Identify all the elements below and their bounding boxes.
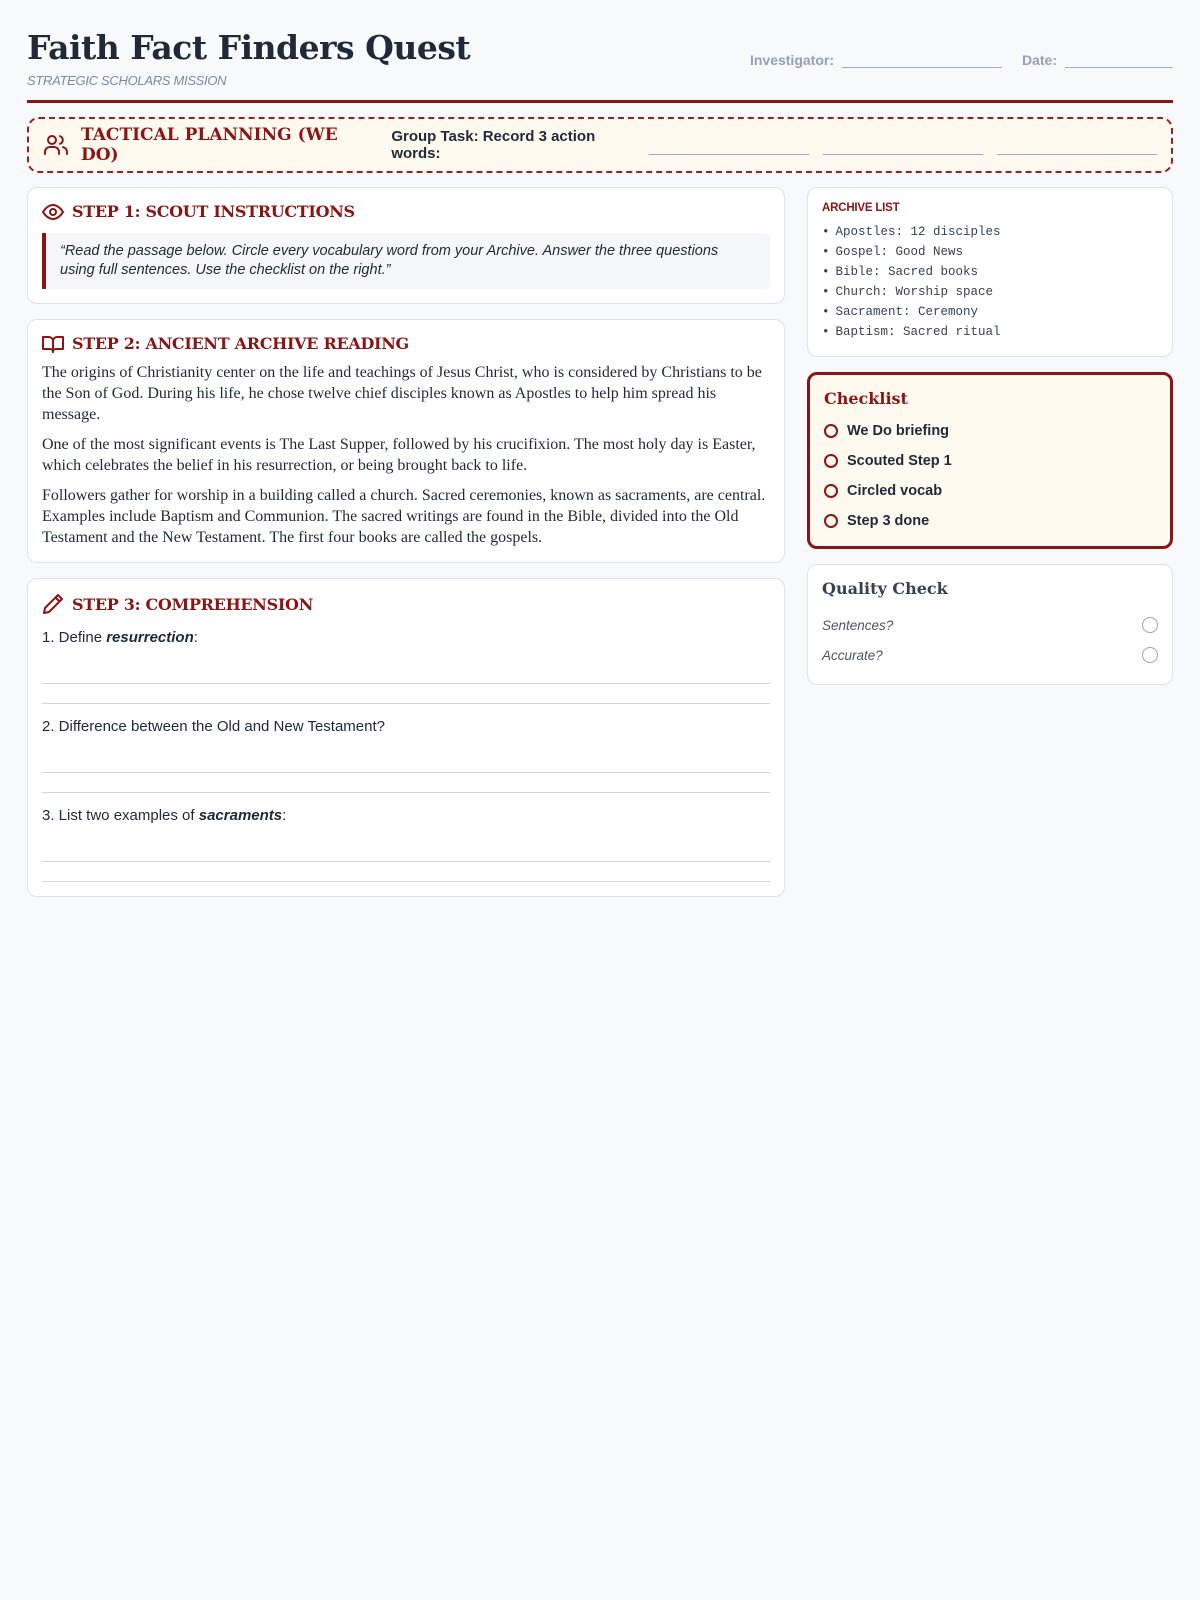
reading-paragraph: Followers gather for worship in a building called a church. Sacred ceremonies, known as sacraments, are central. Examples include Baptism and Communion. The sacred writings are found in the Bible, divided into the Old Testament and the New Testament. The first four books are called the gospels. bbox=[42, 487, 766, 546]
step3-card bbox=[27, 578, 785, 897]
question-3-prefix: 3. List two examples of bbox=[42, 807, 199, 824]
users-icon bbox=[43, 133, 69, 157]
archive-item: • Gospel: Good News bbox=[822, 242, 1158, 262]
quality-title: Quality Check bbox=[822, 579, 948, 598]
answer-line[interactable] bbox=[42, 862, 770, 882]
checklist-item bbox=[824, 506, 1156, 536]
checklist-checkbox[interactable] bbox=[824, 514, 838, 528]
step3-heading bbox=[42, 593, 770, 615]
archive-item: • Church: Worship space bbox=[822, 282, 1158, 302]
answer-line[interactable] bbox=[42, 664, 770, 684]
checklist-label: Circled vocab bbox=[847, 483, 943, 499]
checklist-checkbox[interactable] bbox=[824, 454, 838, 468]
checklist-item bbox=[824, 476, 1156, 506]
quality-label: Accurate? bbox=[822, 647, 883, 663]
step2-heading bbox=[42, 334, 770, 353]
answer-line[interactable] bbox=[42, 753, 770, 773]
archive-list-card bbox=[807, 187, 1173, 357]
quality-check-card bbox=[807, 564, 1173, 685]
step1-title: STEP 1: SCOUT INSTRUCTIONS bbox=[72, 202, 355, 221]
investigator-field[interactable] bbox=[750, 52, 1002, 68]
answer-line[interactable] bbox=[42, 684, 770, 704]
question-1-text bbox=[42, 629, 770, 646]
archive-item: • Apostles: 12 disciples bbox=[822, 222, 1158, 242]
step1-heading bbox=[42, 202, 770, 221]
checklist-item bbox=[824, 446, 1156, 476]
archive-item: • Baptism: Sacred ritual bbox=[822, 322, 1158, 342]
step2-card bbox=[27, 319, 785, 563]
question-2 bbox=[42, 718, 770, 793]
step2-title: STEP 2: ANCIENT ARCHIVE READING bbox=[72, 334, 409, 353]
question-3-term: sacraments bbox=[198, 807, 283, 824]
checklist-title: Checklist bbox=[824, 389, 908, 408]
action-word-line[interactable] bbox=[823, 136, 983, 155]
quality-label: Sentences? bbox=[822, 617, 894, 633]
investigator-line[interactable] bbox=[842, 53, 1002, 68]
checklist-label: Scouted Step 1 bbox=[847, 453, 952, 469]
action-word-lines bbox=[649, 136, 1157, 155]
planning-task: Group Task: Record 3 action words: bbox=[391, 128, 596, 162]
step1-card bbox=[27, 187, 785, 304]
checklist-label: We Do briefing bbox=[847, 423, 950, 439]
checklist-checkbox[interactable] bbox=[824, 424, 838, 438]
date-field[interactable] bbox=[1022, 52, 1173, 68]
reading-paragraph: The origins of Christianity center on the life and teachings of Jesus Christ, who is considered by Christians to be the Son of God. During his life, he chose twelve chief disciples known as Apostles to help him spread his message. bbox=[42, 364, 762, 423]
tactical-planning-bar bbox=[27, 117, 1173, 173]
reading-paragraph: One of the most significant events is The Last Supper, followed by his crucifixion. The most holy day is Easter, which celebrates the belief in his resurrection, or being brought back to life. bbox=[42, 436, 756, 474]
investigator-label: Investigator: bbox=[749, 52, 834, 68]
left-column bbox=[27, 187, 785, 912]
page-title: Faith Fact Finders Quest bbox=[27, 28, 471, 67]
checklist-checkbox[interactable] bbox=[824, 484, 838, 498]
question-1-suffix: : bbox=[193, 629, 198, 646]
question-1 bbox=[42, 629, 770, 704]
checklist-label: Step 3 done bbox=[847, 513, 930, 529]
action-word-line[interactable] bbox=[997, 136, 1157, 155]
question-3-suffix: : bbox=[282, 807, 287, 824]
planning-title: TACTICAL PLANNING (WE DO) bbox=[81, 125, 338, 165]
pencil-icon bbox=[42, 593, 64, 615]
right-column bbox=[807, 187, 1173, 912]
archive-list bbox=[822, 222, 1158, 342]
question-2-text: 2. Difference between the Old and New Testament? bbox=[42, 718, 385, 735]
quality-radio[interactable] bbox=[1142, 647, 1158, 663]
instructions-quote: “Read the passage below. Circle every vocabulary word from your Archive. Answer the three questions using full sentences. Use the checklist on the right.” bbox=[42, 233, 770, 289]
archive-title: ARCHIVE LIST bbox=[822, 202, 900, 214]
quality-radio[interactable] bbox=[1142, 617, 1158, 633]
date-line[interactable] bbox=[1065, 53, 1173, 68]
checklist-card bbox=[807, 372, 1173, 549]
question-3-text bbox=[42, 807, 770, 824]
date-label: Date: bbox=[1021, 52, 1057, 68]
question-3 bbox=[42, 807, 770, 882]
header bbox=[27, 28, 1173, 103]
answer-line[interactable] bbox=[42, 842, 770, 862]
question-1-term: resurrection bbox=[106, 629, 194, 646]
meta-fields bbox=[750, 52, 1173, 68]
action-word-line[interactable] bbox=[649, 136, 809, 155]
quality-item bbox=[822, 610, 1158, 640]
question-1-prefix: 1. Define bbox=[42, 629, 107, 646]
archive-item: • Bible: Sacred books bbox=[822, 262, 1158, 282]
book-open-icon bbox=[42, 335, 64, 353]
content-grid bbox=[27, 187, 1173, 912]
checklist-item bbox=[824, 416, 1156, 446]
page-subtitle: STRATEGIC SCHOLARS MISSION bbox=[27, 73, 227, 88]
step3-title: STEP 3: COMPREHENSION bbox=[72, 594, 314, 614]
answer-line[interactable] bbox=[42, 773, 770, 793]
worksheet-page bbox=[27, 0, 1173, 912]
archive-item: • Sacrament: Ceremony bbox=[822, 302, 1158, 322]
quality-item bbox=[822, 640, 1158, 670]
eye-icon bbox=[42, 204, 64, 220]
